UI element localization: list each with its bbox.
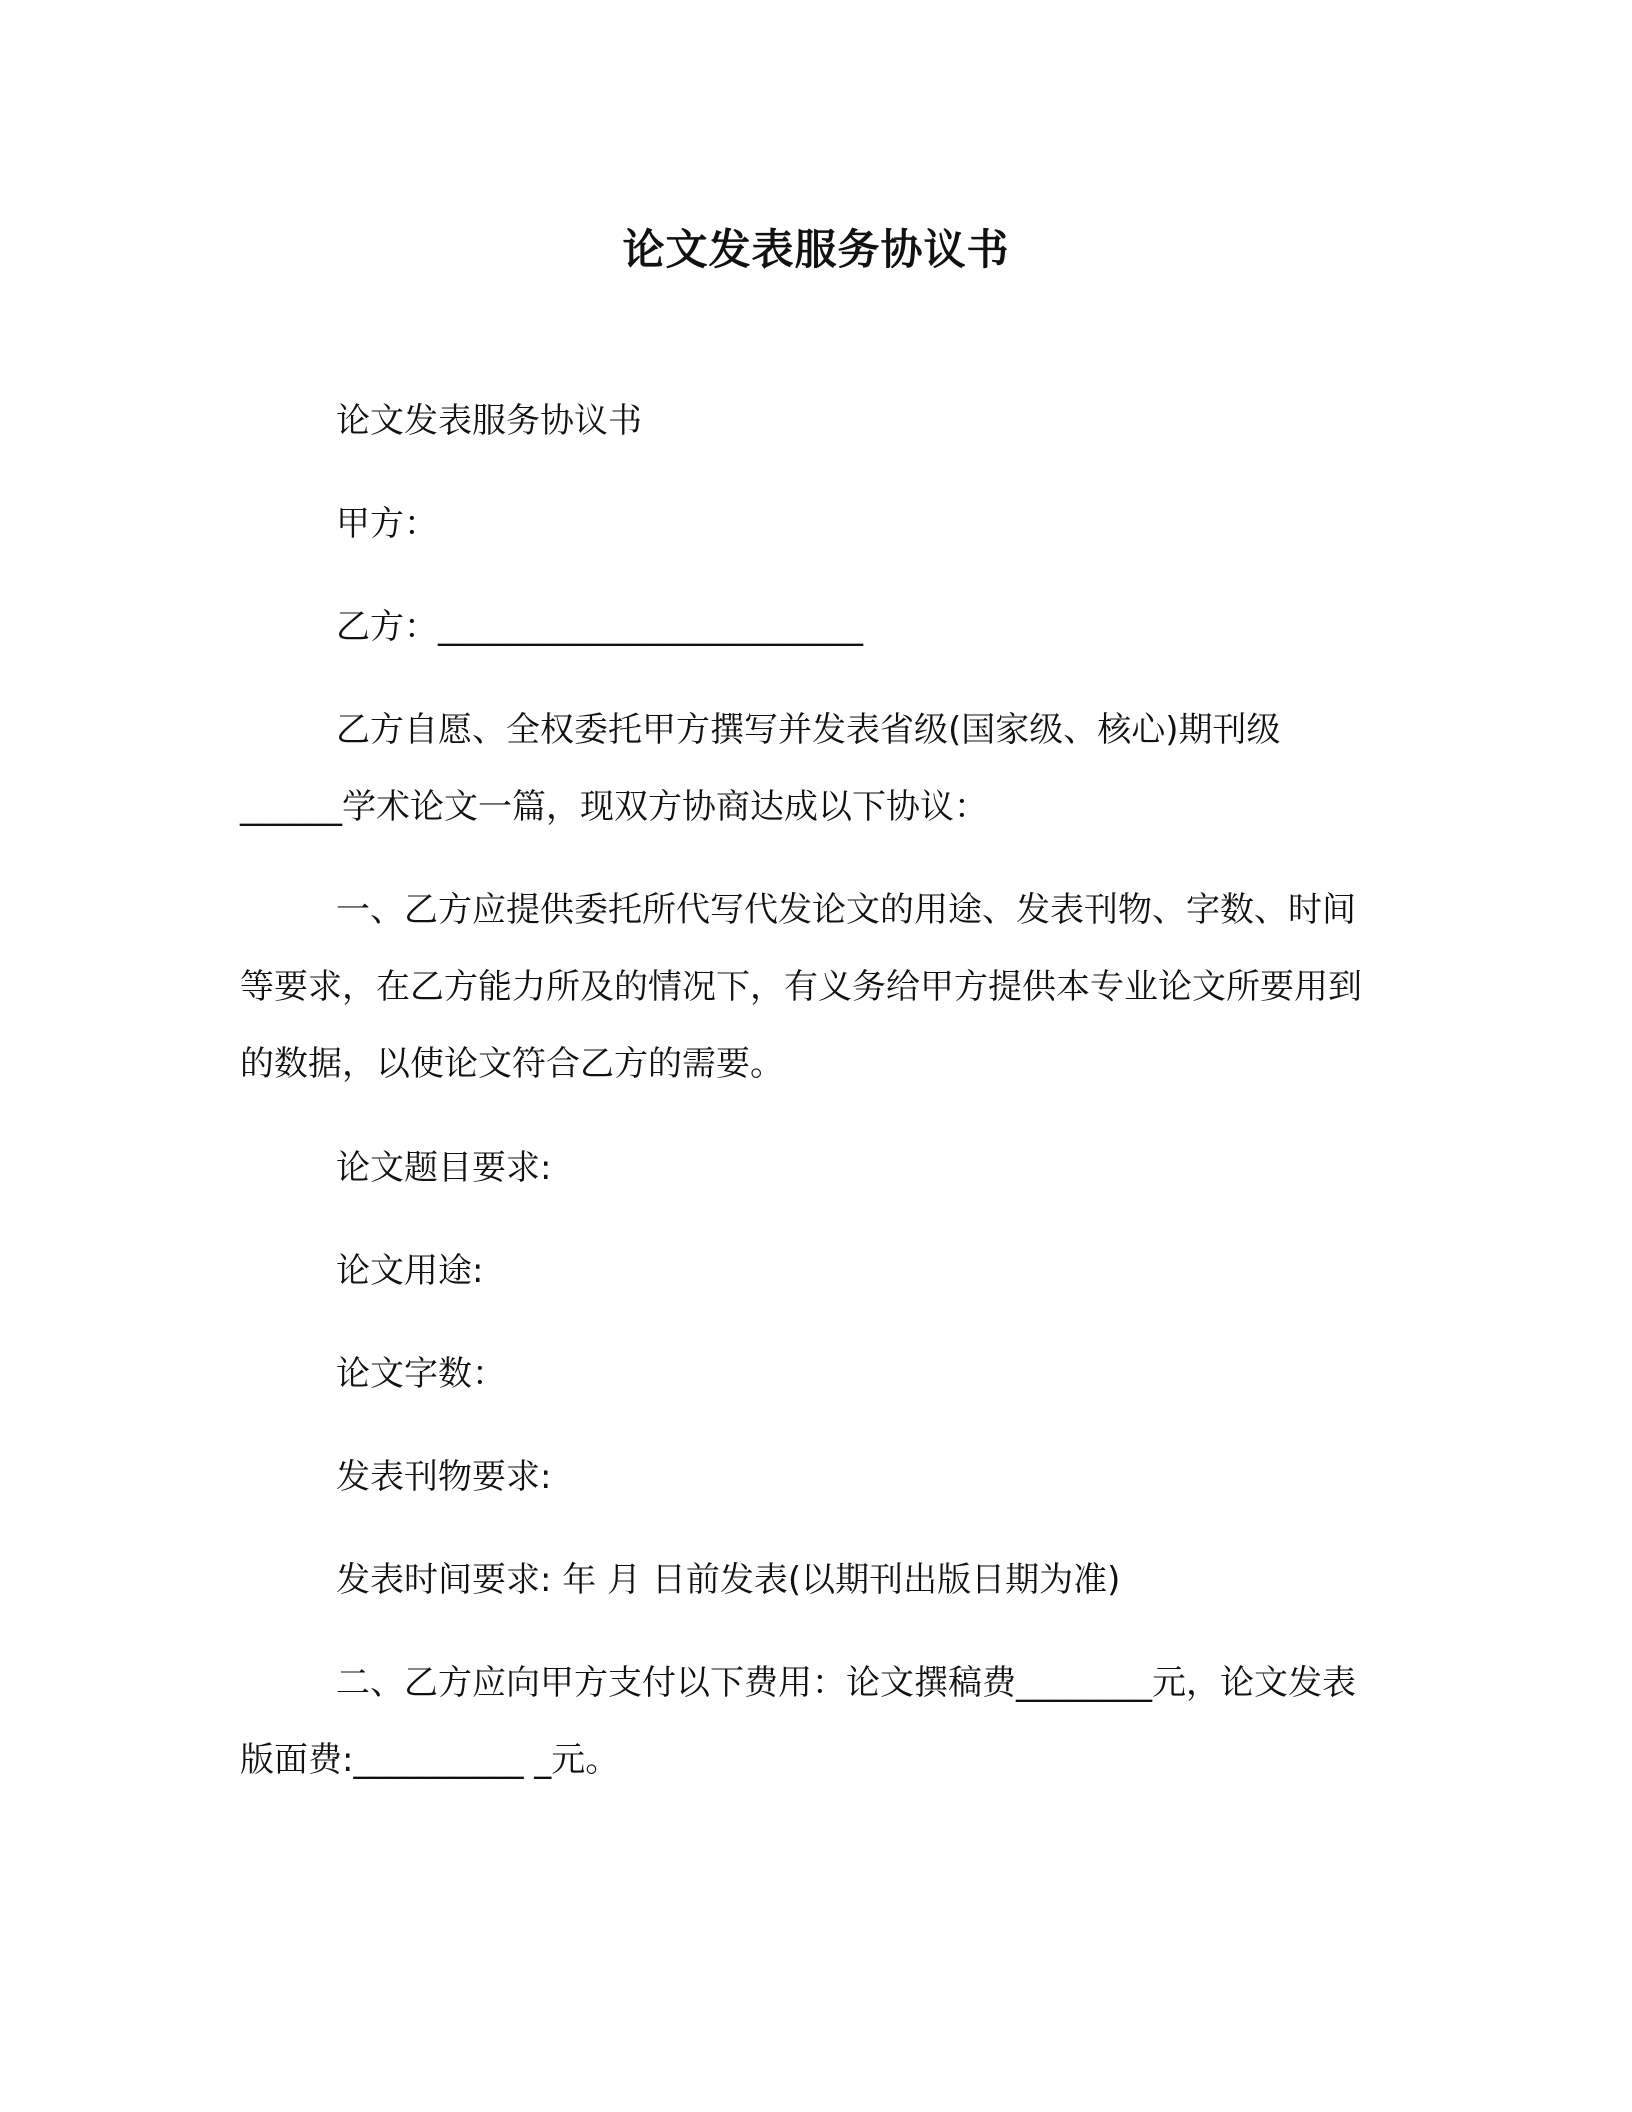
clause-2-paragraph: 二、乙方应向甲方支付以下费用：论文撰稿费________元，论文发表版面费:__________ _元。 bbox=[240, 1663, 1356, 1780]
clause-1-paragraph: 一、乙方应提供委托所代写代发论文的用途、发表刊物、字数、时间等要求，在乙方能力所及的情况下，有义务给甲方提供本专业论文所要用到的数据，以使论文符合乙方的需要。 bbox=[240, 890, 1362, 1084]
requirement-wordcount: 论文字数： bbox=[336, 1354, 506, 1394]
party-a-line: 甲方： bbox=[336, 504, 438, 544]
document-subtitle: 论文发表服务协议书 bbox=[336, 401, 642, 441]
document-title: 论文发表服务协议书 bbox=[622, 225, 1010, 274]
requirement-journal: 发表刊物要求: bbox=[336, 1457, 552, 1497]
party-b-line: 乙方：_________________________ bbox=[336, 607, 863, 647]
requirement-usage: 论文用途: bbox=[336, 1251, 484, 1291]
intro-paragraph: 乙方自愿、全权委托甲方撰写并发表省级(国家级、核心)期刊级______学术论文一篇，现双方协商达成以下协议： bbox=[240, 710, 1281, 827]
requirement-time: 发表时间要求: 年 月 日前发表(以期刊出版日期为准) bbox=[336, 1560, 1121, 1600]
requirement-topic: 论文题目要求: bbox=[336, 1148, 552, 1188]
